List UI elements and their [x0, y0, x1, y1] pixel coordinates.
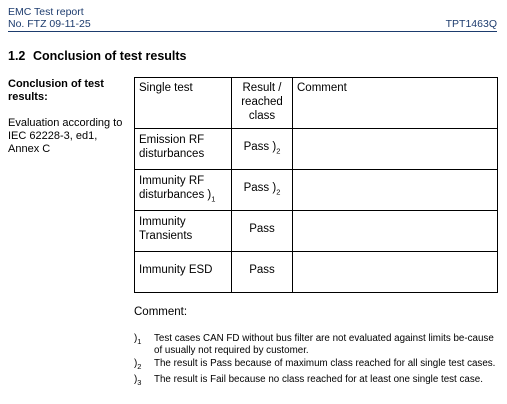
document-id: TPT1463Q — [445, 18, 497, 30]
row-comment — [293, 129, 498, 170]
row-comment — [293, 170, 498, 211]
header-divider — [8, 31, 497, 32]
row-result: Pass )$_2$ — [232, 170, 293, 211]
header-comment: Comment — [293, 78, 498, 129]
table-row — [135, 170, 498, 211]
footnote — [134, 358, 504, 373]
section-heading — [8, 49, 187, 63]
row-comment — [293, 211, 498, 252]
row-test-name: Immunity ESD — [135, 252, 232, 293]
footnote-text: The result is Fail because no class reached for at least one single test case. — [154, 373, 483, 385]
table-header-row — [135, 78, 498, 129]
header-single-test: Single test — [135, 78, 232, 129]
row-result: Pass — [232, 252, 293, 293]
footnote-text: Test cases CAN FD without bus filter are not evaluated against limits be-cause of usually not required by customer. — [154, 333, 494, 356]
footnote-marker: )$_2$ — [134, 358, 142, 371]
footnote — [134, 333, 504, 357]
row-result: Pass )$_2$ — [232, 129, 293, 170]
report-title: EMC Test report — [8, 6, 84, 18]
footnote-marker: )$_3$ — [134, 373, 142, 387]
header-result: Result / reached class — [232, 78, 293, 129]
conclusion-sidebar — [8, 78, 128, 156]
table-row — [135, 211, 498, 252]
section-title: Conclusion of test results — [33, 49, 187, 63]
row-result: Pass — [232, 211, 293, 252]
results-table — [134, 77, 498, 293]
footnote-marker: )$_1$ — [134, 333, 142, 346]
footnote-text: The result is Pass because of maximum class reached for all single test cases. — [154, 358, 496, 369]
table-row — [135, 252, 498, 293]
footnotes — [134, 333, 504, 390]
row-comment — [293, 252, 498, 293]
section-number: 1.2 — [8, 49, 26, 63]
row-test-name: Immunity Transients — [135, 211, 232, 252]
sidebar-text: Evaluation according to IEC 62228-3, ed1, Annex C — [8, 117, 123, 155]
report-number: No. FTZ 09-11-25 — [8, 18, 91, 30]
sidebar-title: Conclusion of test results: — [8, 78, 104, 103]
comment-label: Comment: — [134, 306, 188, 318]
row-test-name: Emission RF disturbances — [135, 129, 232, 170]
row-test-name: Immunity RF disturbances )$_1$ — [135, 170, 232, 211]
report-header — [8, 6, 497, 30]
footnote — [134, 374, 504, 389]
table-row — [135, 129, 498, 170]
